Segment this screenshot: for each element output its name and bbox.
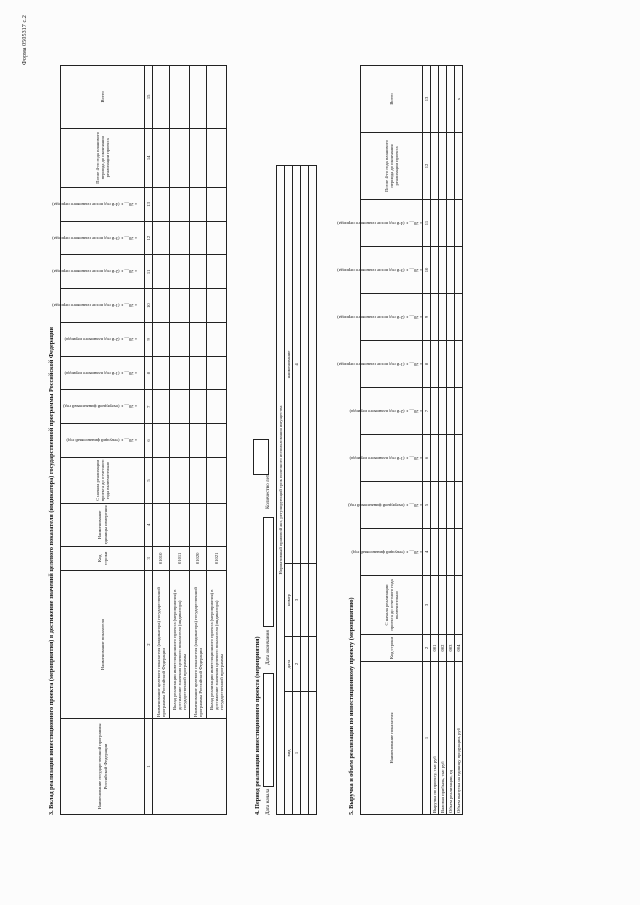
s3-header-year-3: « 20__ г. (1-й год планового периода) bbox=[64, 370, 137, 376]
s4-header-name: наименование bbox=[285, 166, 293, 564]
table-row bbox=[207, 66, 227, 815]
s5-row-4-name: Объем выпуска на единицу продукции, руб bbox=[455, 662, 463, 815]
s5-colnum-3: 3 bbox=[423, 576, 431, 635]
s5-colnum-8: 8 bbox=[423, 341, 431, 388]
s4-colnum-4: 4 bbox=[293, 166, 301, 564]
s3-header-program: Наименование государственной программы Российской Федерации bbox=[61, 719, 145, 815]
s3-header-year-8: « 20__ г. (4-й год после планового периода) bbox=[51, 202, 137, 208]
end-date-field[interactable] bbox=[263, 517, 274, 627]
start-date-field[interactable] bbox=[263, 673, 274, 787]
s3-colnum-13: 13 bbox=[145, 188, 153, 222]
s3-colnum-8: 8 bbox=[145, 356, 153, 390]
table-row bbox=[309, 166, 317, 815]
table-row bbox=[153, 66, 170, 815]
s5-colnum-12: 12 bbox=[423, 133, 431, 200]
s5-colnum-7: 7 bbox=[423, 388, 431, 435]
s3-header-code: Код строки bbox=[61, 546, 145, 571]
s4-header-date: дата bbox=[285, 637, 293, 692]
s5-row-3-total bbox=[447, 66, 455, 133]
s3-colnum-2: 2 bbox=[145, 571, 153, 719]
s5-colnum-5: 5 bbox=[423, 482, 431, 529]
s3-header-total: Всего bbox=[61, 66, 145, 129]
s5-row-2-total bbox=[439, 66, 447, 133]
s5-header-code: Код строки bbox=[361, 635, 423, 662]
table-row bbox=[170, 66, 190, 815]
s5-row-2-name: Валовая прибыль, тыс руб bbox=[439, 662, 447, 815]
s5-header-year-7: « 20__ г. (3-й год после планового периода) bbox=[336, 267, 422, 273]
s5-header-year-4: « 20__ г. (2-й год планового периода) bbox=[349, 408, 422, 414]
table-row bbox=[455, 66, 463, 815]
s3-header-year-2: « 20__ г. (очередной финансовый год) bbox=[62, 404, 137, 410]
s4-colnum-2: 2 bbox=[293, 637, 301, 692]
s5-row-1-code: 001 bbox=[431, 635, 439, 662]
s3-colnum-5: 5 bbox=[145, 457, 153, 503]
s3-colnum-6: 6 bbox=[145, 424, 153, 458]
s3-header-year-5: « 20__ г. (1-й год после планового периода) bbox=[51, 303, 137, 309]
table-row bbox=[431, 66, 439, 815]
years-count-field[interactable] bbox=[253, 439, 269, 475]
s5-header-year-5: « 20__ г. (1-й год после планового периода) bbox=[336, 361, 422, 367]
table-row bbox=[190, 66, 207, 815]
s5-header-indicator: Наименование показателя bbox=[361, 662, 423, 815]
s5-row-4-total: x bbox=[455, 66, 463, 133]
s5-colnum-6: 6 bbox=[423, 435, 431, 482]
s5-colnum-10: 10 bbox=[423, 247, 431, 294]
s5-colnum-1: 1 bbox=[423, 662, 431, 815]
s3-header-year-7: « 20__ г. (3-й год после планового периода) bbox=[51, 235, 137, 241]
s5-header-year-1: « 20__ г. (текущий финансовый год) bbox=[351, 549, 422, 555]
s5-row-1-name: Выручка по проекту, тыс руб bbox=[431, 662, 439, 815]
s3-colnum-1: 1 bbox=[145, 719, 153, 815]
years-count-label: Количество лет bbox=[265, 474, 271, 509]
section4-table bbox=[276, 165, 317, 815]
section4-title: 4. Период реализации инвестиционного проекта (мероприятия) bbox=[254, 636, 261, 815]
s3-header-indicator: Наименование показателя bbox=[61, 571, 145, 719]
s3-colnum-15: 15 bbox=[145, 66, 153, 129]
s5-colnum-4: 4 bbox=[423, 529, 431, 576]
s3-header-year-6: « 20__ г. (2-й год после планового периода) bbox=[51, 269, 137, 275]
s5-colnum-13: 13 bbox=[423, 66, 431, 133]
s5-header-year-8: « 20__ г. (4-й год после планового периода) bbox=[336, 220, 422, 226]
section5-title: 5. Выручка и объем реализации по инвестиционному проекту (мероприятию) bbox=[348, 597, 355, 815]
table-row bbox=[439, 66, 447, 815]
s3-colnum-12: 12 bbox=[145, 221, 153, 255]
s5-colnum-11: 11 bbox=[423, 200, 431, 247]
s5-header-year-2: « 20__ г. (очередной финансовый год) bbox=[347, 502, 422, 508]
end-date-label: Дата окончания bbox=[265, 630, 271, 665]
s3-header-after4: После 4-го года планового периода до окончания реализации проекта bbox=[61, 128, 145, 187]
s4-colnum-1: 1 bbox=[293, 692, 301, 815]
s3-header-year-1: « 20__ г. (текущий финансовый год) bbox=[66, 438, 137, 444]
s4-colnum-3: 3 bbox=[293, 564, 301, 637]
s5-colnum-9: 9 bbox=[423, 294, 431, 341]
s5-row-1-total bbox=[431, 66, 439, 133]
s3-row-3-code: 01020 bbox=[190, 546, 207, 571]
s3-header-unit: Наименование единицы измерения bbox=[61, 504, 145, 546]
s3-colnum-4: 4 bbox=[145, 504, 153, 546]
s3-row-3-name: Наименование целевого показателя (индикатора) государственной программы Российской Федерации bbox=[190, 571, 207, 719]
s5-header-since-start: С начала реализации проекта до отчетного года включительно bbox=[361, 576, 423, 635]
s3-row-2-code: 01011 bbox=[170, 546, 190, 571]
s3-colnum-14: 14 bbox=[145, 128, 153, 187]
s3-row-1-code: 01010 bbox=[153, 546, 170, 571]
s3-colnum-10: 10 bbox=[145, 289, 153, 323]
s5-row-4-code: 004 bbox=[455, 635, 463, 662]
s3-colnum-9: 9 bbox=[145, 322, 153, 356]
s4-header-view: вид bbox=[285, 692, 293, 815]
s3-colnum-7: 7 bbox=[145, 390, 153, 424]
s3-header-year-4: « 20__ г. (2-й год планового периода) bbox=[64, 336, 137, 342]
s3-colnum-3: 3 bbox=[145, 546, 153, 571]
s5-row-2-code: 002 bbox=[439, 635, 447, 662]
s5-colnum-2: 2 bbox=[423, 635, 431, 662]
start-date-label: Дата начала bbox=[265, 788, 271, 815]
section3-title: 3. Вклад реализации инвестиционного проекта (мероприятия) в достижение значений целевого показателя (индикатора) государственной программы Российской Федерации bbox=[48, 327, 55, 815]
s3-row-2-name: Вклад реализации инвестиционного проекта (мероприятия) в достижение значения целевого показателя (индикатора) государственной программы bbox=[170, 571, 190, 719]
s5-row-3-name: Объем реализации, ед bbox=[447, 662, 455, 815]
s3-row-4-name: Вклад реализации инвестиционного проекта (мероприятия) в достижение значения целевого показателя (индикатора) государственной программы bbox=[207, 571, 227, 719]
s3-header-since-start: С начала реализации проекта до отчетного года включительно bbox=[61, 457, 145, 503]
s5-header-total: Всего bbox=[361, 66, 423, 133]
table-row bbox=[447, 66, 455, 815]
s3-row-1-name: Наименование целевого показателя (индикатора) государственной программы Российской Федерации bbox=[153, 571, 170, 719]
s5-row-3-code: 003 bbox=[447, 635, 455, 662]
form-code: Форма 0505317 с.2 bbox=[22, 15, 28, 65]
s4-header-act: Нормативный правовой акт, регулирующий срок полезного использования имущества bbox=[277, 166, 285, 815]
s4-header-number: номер bbox=[285, 564, 293, 637]
s5-header-year-3: « 20__ г. (1-й год планового периода) bbox=[349, 455, 422, 461]
s5-header-after4: После 4-го года планового периода до окончания реализации проекта bbox=[361, 133, 423, 200]
s3-row-4-code: 01021 bbox=[207, 546, 227, 571]
s3-colnum-11: 11 bbox=[145, 255, 153, 289]
table-row bbox=[301, 166, 309, 815]
s5-header-year-6: « 20__ г. (2-й год после планового периода) bbox=[336, 314, 422, 320]
